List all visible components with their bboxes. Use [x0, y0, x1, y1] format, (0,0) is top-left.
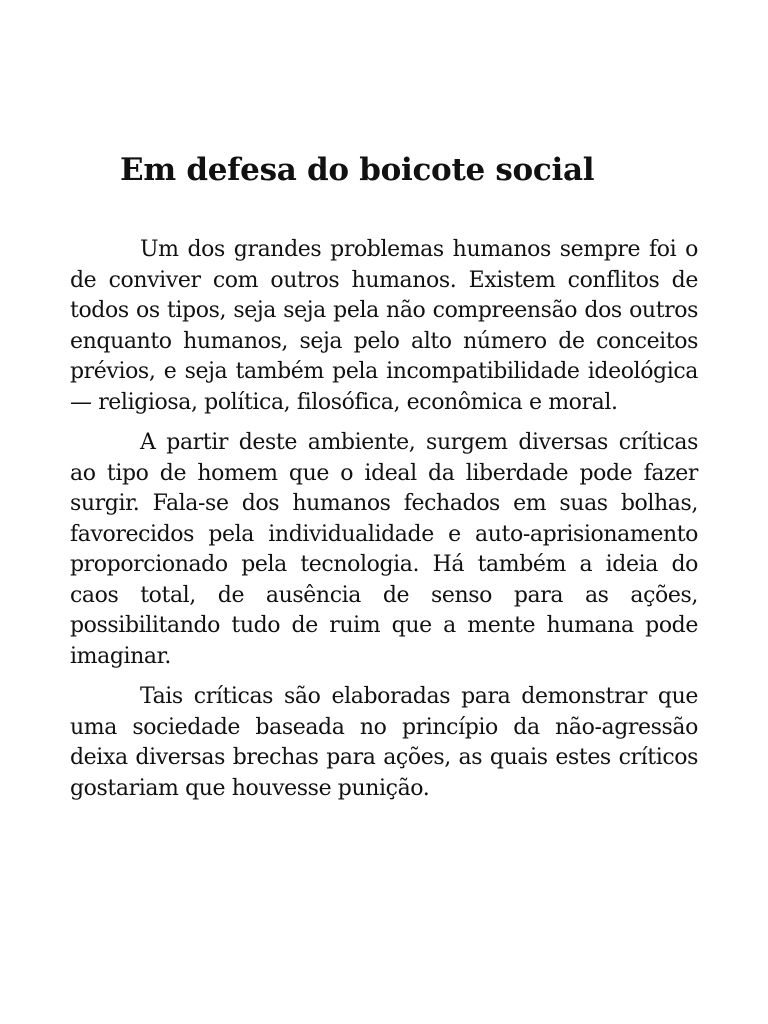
document-body — [70, 235, 698, 814]
document-title: Em defesa do boicote social — [120, 152, 595, 188]
paragraph-1: Um dos grandes problemas humanos sempre foi o de conviver com outros humanos. Existem conflitos de todos os tipos, seja seja pela não compreensão dos outros enquanto humanos, seja pelo alto número de conceitos prévios, e seja também pela incompatibilidade ideológica — religiosa, política, filosófica, econômica e moral. — [70, 237, 698, 415]
paragraph-2: A partir deste ambiente, surgem diversas críticas ao tipo de homem que o ideal da liberdade pode fazer surgir. Fala-se dos humanos fechados em suas bolhas, favorecidos pela individualidade e auto-aprisionamento proporcionado pela tecnologia. Há também a ideia do caos total, de ausência de senso para as ações, possibilitando tudo de ruim que a mente humana pode imaginar. — [70, 430, 698, 669]
paragraph-3: Tais críticas são elaboradas para demonstrar que uma sociedade baseada no princípio da não-agressão deixa diversas brechas para ações, as quais estes críticos gostariam que houvesse punição. — [70, 684, 698, 801]
